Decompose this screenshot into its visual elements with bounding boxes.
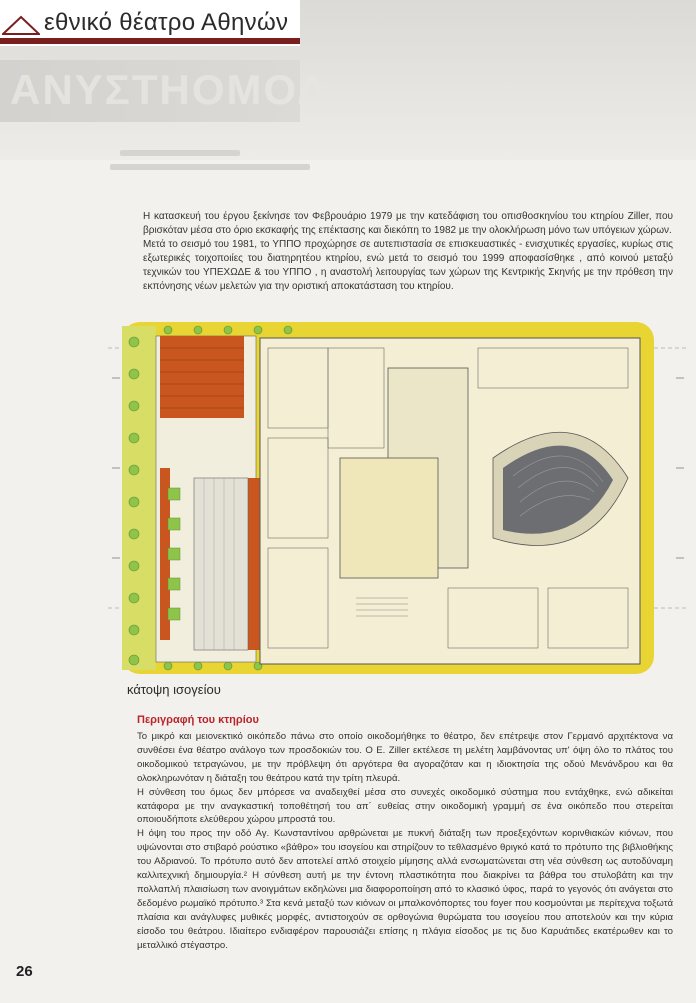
- intro-text: [143, 210, 673, 294]
- ghost-line: [110, 164, 310, 170]
- ground-floor-plan: [108, 308, 688, 678]
- planting-strip: [122, 326, 156, 670]
- body-paragraph: Η όψη του προς την οδό Αγ. Κωνσταντίνου αρθρώνεται με πυκνή διάταξη των προεξεχόντων κορινθιακών κιόνων, που υψώνονται στο στιβαρό ρούστικο «βάθρο» του ισογείου και στηρίζουν το τεθλασμένο θριγκό κατά το πρότυπο της βιβλιοθήκης του Αδριανού. Το πρότυπο αυτό δεν αποτελεί απλό στοιχείο μίμησης αλλά ενσωματώνεται στη νέα σύνθεση ως αυτοδύναμη καλλιτεχνική δημιουργία.² Η σύνθεση αυτή με την έντονη πλαστικότητα που διακρίνει τα βάθρα του στυλοβάτη και την πολλαπλή πλαισίωση των ανοιγμάτων εκδηλώνει μια διαφοροποίηση από το κλασικό ύφος, παρά το γεγονός ότι ανάγεται στο δεδομένο ρωμαϊκό πρότυπο.³ Στα κενά μεταξύ των κιόνων οι μπαλκονόπορτες του foyer που κοσμούνται με περίτεχνα τοξωτά πλαίσια και ανάγλυφες μυθικές μορφές, αντιστοιχούν σε ορθογώνια θυρώματα του ισογείου που αποτελούν και την κύρια είσοδο του θεάτρου. Ιδιαίτερο ενδιαφέρον παρουσιάζει επίσης η πλάγια είσοδος με τις δυο Καρυάτιδες εκατέρωθεν και το μεταλλικό στέγαστρο.: [137, 828, 673, 951]
- page-number: 26: [16, 963, 33, 980]
- corridor: [194, 478, 248, 650]
- body-paragraph: Η σύνθεση του όμως δεν μπόρεσε να αναδειχθεί μέσα στο συνεχές οικοδομικό σύστημα που εντάχθηκε, ενώ αδικείται κατάφορα με την αναγκαστική τοποθέτησή του απ΄ ευθείας στην οικοδομική γραμμή σε ένα οικόπεδο που στερείται οποιουδήποτε ελεύθερου χώρου μπροστά του.: [137, 786, 673, 826]
- publication-title: εθνικό θέατρο Αθηνών: [44, 9, 289, 36]
- body-paragraph: Το μικρό και μειονεκτικό οικόπεδο πάνω στο οποίο οικοδομήθηκε το θέατρο, δεν επέτρεψε στον Γερμανό αρχιτέκτονα να συνθέσει ένα θέατρο ανάλογο των προσδοκιών του. Ο Ε. Ziller εκτέλεσε τη μελέτη λαμβάνοντας υπ' όψη όλο το πλάτος του οικοδομικού τετραγώνου, με την πρόβλεψη ότι αργότερα θα αγοραζόταν και η ιδιοκτησία της οδού Μενάνδρου και θα ολοκληρωνόταν η διάταξη του θεάτρου κατά την τρίτη πλευρά.: [137, 731, 673, 784]
- section-title: Περιγραφή του κτηρίου: [137, 714, 259, 726]
- title-underline: [0, 38, 300, 44]
- theatre-logo-icon: [2, 14, 40, 36]
- orange-bar: [248, 478, 260, 650]
- ghost-heading: ΑΝΥΣΤΗΟΜΟΔ: [10, 66, 330, 113]
- body-text: [137, 730, 673, 953]
- ghost-line: [120, 150, 240, 156]
- plan-caption: κάτοψη ισογείου: [127, 682, 221, 697]
- page-header: [0, 0, 696, 160]
- intro-paragraph: Η κατασκευή του έργου ξεκίνησε τον Φεβρουάριο 1979 με την κατεδάφιση του οπισθοσκηνίου του κτηρίου Ziller, που βρισκόταν μέσα στο όριο εκσκαφής της επέκτασης και διεκόπη το 1982 με την ολοκλήρωση μόνο των υπόγειων χώρων.: [143, 211, 673, 236]
- stage-area: [340, 458, 438, 578]
- orange-canopy: [160, 336, 244, 418]
- intro-paragraph: Μετά το σεισμό του 1981, το ΥΠΠΟ προχώρησε σε αυτεπιστασία σε επισκευαστικές - ενισχυτικές εργασίες, κυρίως στις εξωτερικές τοιχοποιίες του διατηρητέου κτηρίου, ενώ μετά το σεισμό του 1999 αποφασίσθηκε , από κοινού μεταξύ τεχνικών του ΥΠΕΧΩΔΕ & του ΥΠΠΟ , η αναστολή λειτουργίας των χώρων της Κεντρικής Σκηνής με την πρόθεση την εκπόνησης νέων μελετών για την οριστική αποκατάσταση του κτηρίου.: [143, 239, 673, 292]
